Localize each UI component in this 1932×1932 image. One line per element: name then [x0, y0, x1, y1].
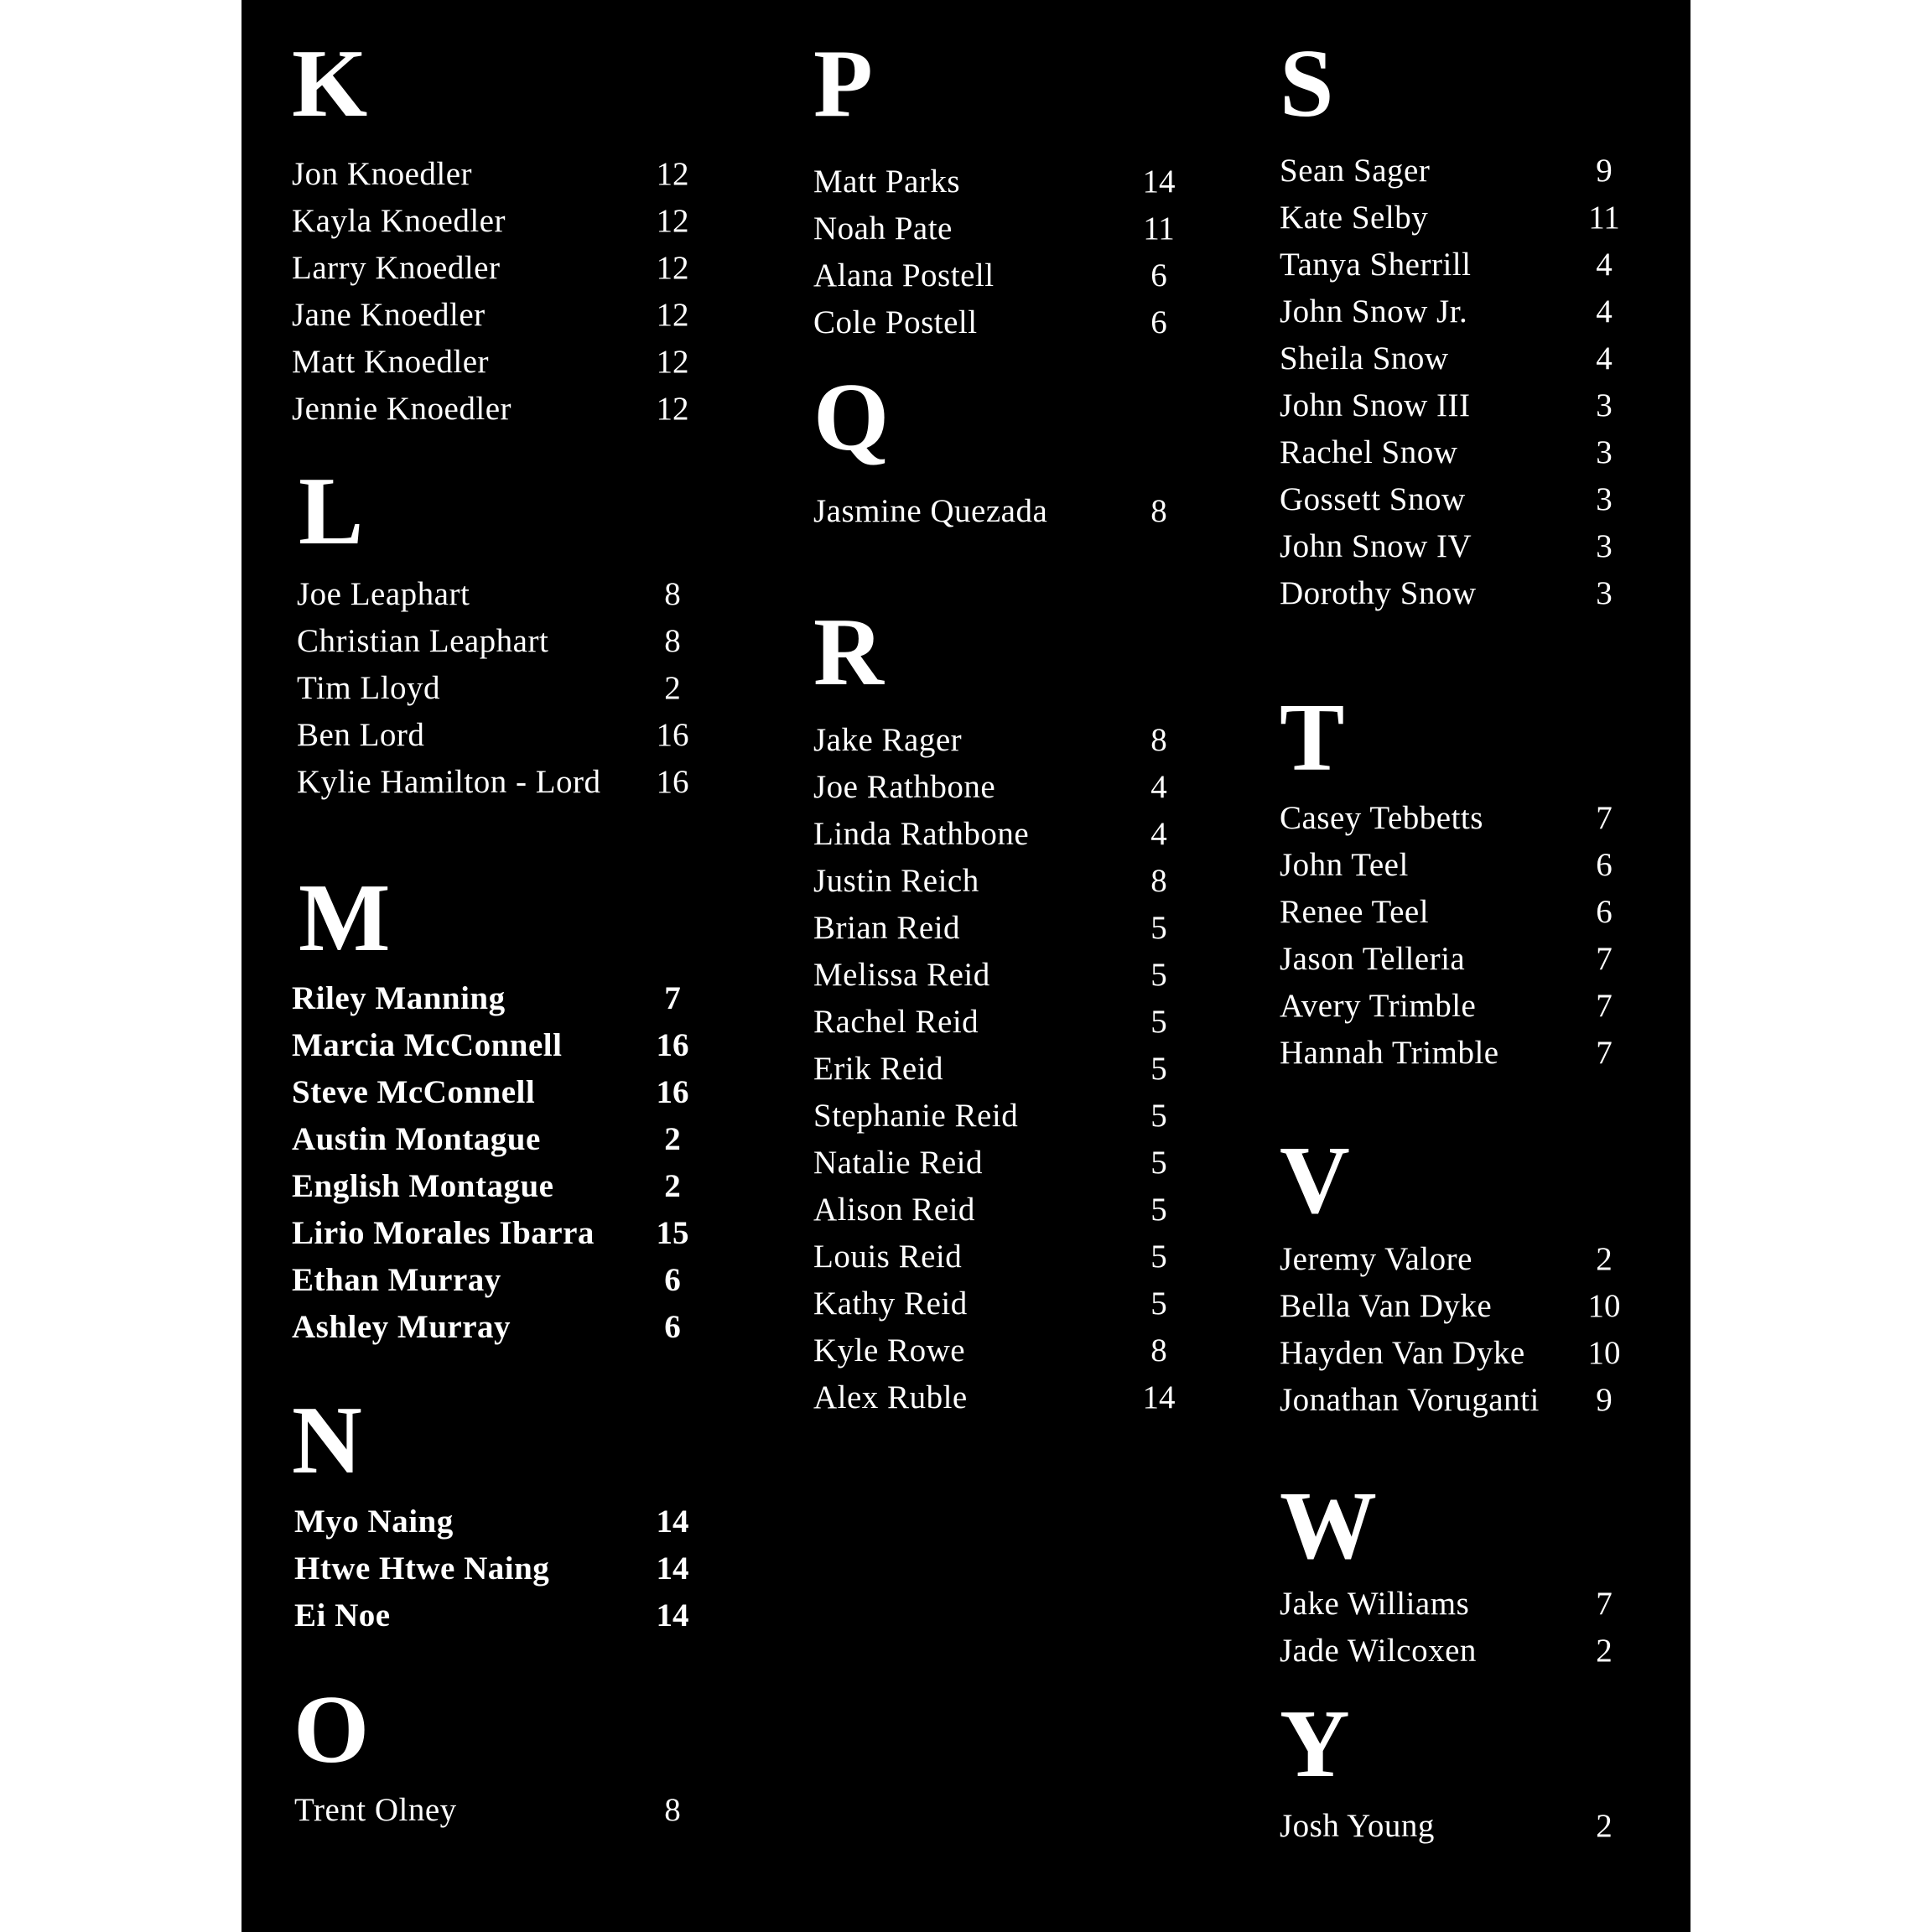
guest-entry	[297, 618, 706, 665]
table-number: 15	[656, 1215, 689, 1251]
guest-name: Melissa Reid	[813, 957, 990, 993]
guest-name: Kayla Knoedler	[292, 203, 506, 239]
guest-entry	[1280, 195, 1638, 242]
table-number: 6	[1150, 257, 1167, 293]
guest-entry	[292, 245, 706, 292]
table-number: 4	[1150, 769, 1167, 805]
guest-name: Jennie Knoedler	[292, 391, 512, 427]
guest-name: English Montague	[292, 1168, 554, 1204]
guest-entry	[292, 386, 706, 433]
guest-name: Erik Reid	[813, 1051, 944, 1087]
guest-name: Stephanie Reid	[813, 1098, 1019, 1134]
guest-name: Alison Reid	[813, 1192, 975, 1228]
table-number: 11	[1588, 200, 1620, 236]
guest-entry	[294, 1592, 706, 1639]
guest-name: Louis Reid	[813, 1239, 963, 1275]
guest-name: Myo Naing	[294, 1504, 454, 1540]
guest-entry	[292, 1069, 706, 1116]
guest-name: Jon Knoedler	[292, 156, 473, 192]
guest-entry	[292, 1116, 706, 1163]
guest-entry	[1280, 1803, 1638, 1850]
section-letter-v: V	[1280, 1127, 1350, 1234]
guest-name: Jeremy Valore	[1280, 1241, 1472, 1277]
table-number: 16	[656, 764, 689, 800]
guest-name: Renee Teel	[1280, 894, 1430, 930]
guest-entry	[1280, 288, 1638, 335]
guest-name: Rachel Snow	[1280, 434, 1458, 470]
guest-name: Kate Selby	[1280, 200, 1429, 236]
table-number: 5	[1150, 1239, 1167, 1275]
table-number: 9	[1596, 153, 1613, 189]
section-letter-q: Q	[813, 364, 890, 471]
guest-entry	[813, 905, 1192, 952]
guest-name: Jake Williams	[1280, 1586, 1470, 1622]
guest-entry	[292, 1304, 706, 1351]
table-number: 8	[1150, 863, 1167, 899]
guest-entry	[294, 1545, 706, 1592]
guest-entry	[1280, 523, 1638, 570]
table-number: 12	[656, 250, 689, 286]
guest-name: John Snow IV	[1280, 528, 1472, 564]
guest-name: Gossett Snow	[1280, 481, 1466, 517]
table-number: 12	[656, 391, 689, 427]
guest-entry	[1280, 148, 1638, 195]
guest-name: John Snow Jr.	[1280, 293, 1468, 330]
table-number: 10	[1587, 1288, 1621, 1324]
guest-entry	[1280, 1581, 1638, 1628]
table-number: 16	[656, 1074, 689, 1110]
table-number: 2	[1596, 1808, 1613, 1844]
guest-entry	[813, 1046, 1192, 1093]
guest-name: Bella Van Dyke	[1280, 1288, 1493, 1324]
guest-name: John Snow III	[1280, 387, 1471, 423]
table-number: 5	[1150, 1145, 1167, 1181]
guest-entry	[292, 292, 706, 339]
guest-entry	[1280, 1030, 1638, 1077]
guest-entry	[813, 252, 1192, 299]
guest-name: Brian Reid	[813, 910, 961, 946]
guest-name: Jake Rager	[813, 722, 963, 758]
guest-name: Matt Parks	[813, 164, 961, 200]
guest-name: Steve McConnell	[292, 1074, 536, 1110]
table-number: 5	[1150, 1285, 1167, 1322]
table-number: 7	[1596, 988, 1613, 1024]
guest-name: Austin Montague	[292, 1121, 541, 1157]
section-letter-m: M	[299, 865, 391, 972]
section-letter-t: T	[1280, 684, 1345, 792]
guest-entry	[1280, 1628, 1638, 1675]
table-number: 8	[1150, 722, 1167, 758]
guest-entry	[292, 198, 706, 245]
section-letter-n: N	[292, 1387, 362, 1494]
guest-name: Ben Lord	[297, 717, 425, 753]
guest-entry	[813, 1187, 1192, 1233]
guest-entry	[813, 1140, 1192, 1187]
guest-entry	[1280, 476, 1638, 523]
table-number: 3	[1596, 434, 1613, 470]
guest-name: Hayden Van Dyke	[1280, 1335, 1525, 1371]
table-number: 5	[1150, 1098, 1167, 1134]
guest-entry	[1280, 1236, 1638, 1283]
guest-name: Dorothy Snow	[1280, 575, 1477, 611]
table-number: 14	[656, 1550, 689, 1587]
table-number: 14	[1142, 1379, 1176, 1415]
guest-entry	[813, 158, 1192, 205]
guest-name: Noah Pate	[813, 210, 953, 247]
guest-entry	[813, 764, 1192, 811]
guest-name: Alex Ruble	[813, 1379, 968, 1415]
table-number: 2	[1596, 1241, 1613, 1277]
table-number: 8	[664, 1792, 681, 1828]
guest-entry	[813, 1233, 1192, 1280]
guest-name: Marcia McConnell	[292, 1027, 563, 1063]
guest-entry	[1280, 889, 1638, 936]
guest-entry	[813, 1327, 1192, 1374]
table-number: 6	[664, 1309, 681, 1345]
guest-entry	[1280, 1330, 1638, 1377]
guest-entry	[1280, 335, 1638, 382]
guest-name: Jason Telleria	[1280, 941, 1466, 977]
guest-name: Casey Tebbetts	[1280, 800, 1483, 836]
guest-name: Alana Postell	[813, 257, 995, 293]
table-number: 7	[1596, 941, 1613, 977]
guest-entry	[813, 811, 1192, 858]
guest-name: Kyle Rowe	[813, 1332, 966, 1368]
guest-entry	[292, 1022, 706, 1069]
section-letter-y: Y	[1280, 1690, 1350, 1798]
guest-name: Sean Sager	[1280, 153, 1431, 189]
guest-entry	[813, 1374, 1192, 1421]
table-number: 3	[1596, 575, 1613, 611]
table-number: 14	[656, 1504, 689, 1540]
guest-name: Sheila Snow	[1280, 340, 1449, 377]
table-number: 7	[1596, 1586, 1613, 1622]
guest-entry	[297, 712, 706, 759]
guest-name: Justin Reich	[813, 863, 979, 899]
section-letter-k: K	[292, 30, 368, 138]
table-number: 8	[1150, 1332, 1167, 1368]
table-number: 7	[664, 980, 681, 1016]
table-number: 8	[664, 623, 681, 659]
table-number: 7	[1596, 1035, 1613, 1071]
guest-entry	[292, 1257, 706, 1304]
table-number: 5	[1150, 1051, 1167, 1087]
guest-name: Josh Young	[1280, 1808, 1435, 1844]
guest-entry	[292, 151, 706, 198]
guest-entry	[292, 1163, 706, 1210]
guest-entry	[297, 571, 706, 618]
guest-entry	[813, 1280, 1192, 1327]
guest-name: Tim Lloyd	[297, 670, 441, 706]
guest-entry	[813, 999, 1192, 1046]
table-number: 6	[1596, 894, 1613, 930]
table-number: 14	[1142, 164, 1176, 200]
guest-entry	[813, 952, 1192, 999]
table-number: 4	[1596, 340, 1613, 377]
guest-name: Cole Postell	[813, 304, 978, 340]
table-number: 2	[664, 1168, 681, 1204]
table-number: 6	[1596, 847, 1613, 883]
guest-name: Avery Trimble	[1280, 988, 1477, 1024]
section-letter-w: W	[1280, 1472, 1377, 1580]
table-number: 11	[1143, 210, 1175, 247]
table-number: 12	[656, 344, 689, 380]
guest-entry	[1280, 382, 1638, 429]
table-number: 5	[1150, 1192, 1167, 1228]
table-number: 7	[1596, 800, 1613, 836]
guest-name: Ethan Murray	[292, 1262, 501, 1298]
guest-entry	[292, 339, 706, 386]
guest-entry	[294, 1498, 706, 1545]
guest-name: Jane Knoedler	[292, 297, 486, 333]
table-number: 5	[1150, 957, 1167, 993]
table-number: 12	[656, 203, 689, 239]
table-number: 2	[664, 670, 681, 706]
guest-entry	[1280, 1377, 1638, 1424]
guest-name: Riley Manning	[292, 980, 506, 1016]
guest-name: Ashley Murray	[292, 1309, 512, 1345]
table-number: 5	[1150, 910, 1167, 946]
guest-entry	[1280, 842, 1638, 889]
guest-name: Tanya Sherrill	[1280, 247, 1472, 283]
guest-name: Larry Knoedler	[292, 250, 501, 286]
guest-entry	[813, 205, 1192, 252]
guest-name: Rachel Reid	[813, 1004, 979, 1040]
guest-name: Linda Rathbone	[813, 816, 1030, 852]
guest-name: John Teel	[1280, 847, 1409, 883]
guest-entry	[813, 1093, 1192, 1140]
guest-name: Jade Wilcoxen	[1280, 1633, 1477, 1669]
guest-name: Joe Rathbone	[813, 769, 996, 805]
guest-entry	[1280, 936, 1638, 983]
guest-entry	[1280, 1283, 1638, 1330]
section-letter-l: L	[299, 458, 364, 565]
guest-name: Joe Leaphart	[297, 576, 470, 612]
guest-entry	[813, 299, 1192, 346]
section-letter-p: P	[813, 30, 873, 138]
table-number: 12	[656, 156, 689, 192]
guest-name: Kathy Reid	[813, 1285, 968, 1322]
section-letter-o: O	[293, 1676, 370, 1784]
guest-entry	[297, 665, 706, 712]
guest-entry	[292, 1210, 706, 1257]
section-letter-s: S	[1280, 30, 1334, 138]
guest-name: Natalie Reid	[813, 1145, 984, 1181]
guest-entry	[297, 759, 706, 806]
guest-name: Kylie Hamilton - Lord	[297, 764, 601, 800]
seating-chart-board	[242, 0, 1690, 1932]
guest-entry	[813, 488, 1192, 535]
table-number: 3	[1596, 387, 1613, 423]
table-number: 6	[664, 1262, 681, 1298]
guest-name: Christian Leaphart	[297, 623, 549, 659]
guest-entry	[1280, 795, 1638, 842]
guest-name: Hannah Trimble	[1280, 1035, 1499, 1071]
guest-name: Ei Noe	[294, 1597, 391, 1633]
table-number: 10	[1587, 1335, 1621, 1371]
table-number: 4	[1150, 816, 1167, 852]
table-number: 6	[1150, 304, 1167, 340]
guest-name: Lirio Morales Ibarra	[292, 1215, 595, 1251]
table-number: 9	[1596, 1382, 1613, 1418]
table-number: 5	[1150, 1004, 1167, 1040]
guest-entry	[292, 975, 706, 1022]
guest-name: Jonathan Voruganti	[1280, 1382, 1540, 1418]
guest-name: Htwe Htwe Naing	[294, 1550, 550, 1587]
guest-entry	[294, 1787, 706, 1834]
table-number: 14	[656, 1597, 689, 1633]
table-number: 2	[1596, 1633, 1613, 1669]
table-number: 4	[1596, 293, 1613, 330]
table-number: 16	[656, 717, 689, 753]
guest-name: Trent Olney	[294, 1792, 457, 1828]
guest-entry	[1280, 242, 1638, 288]
guest-entry	[813, 858, 1192, 905]
guest-entry	[1280, 570, 1638, 617]
guest-name: Jasmine Quezada	[813, 493, 1048, 529]
guest-entry	[1280, 983, 1638, 1030]
table-number: 4	[1596, 247, 1613, 283]
table-number: 8	[1150, 493, 1167, 529]
table-number: 2	[664, 1121, 681, 1157]
guest-entry	[813, 717, 1192, 764]
table-number: 8	[664, 576, 681, 612]
table-number: 3	[1596, 528, 1613, 564]
table-number: 3	[1596, 481, 1613, 517]
guest-name: Matt Knoedler	[292, 344, 490, 380]
table-number: 12	[656, 297, 689, 333]
section-letter-r: R	[813, 599, 884, 706]
table-number: 16	[656, 1027, 689, 1063]
guest-entry	[1280, 429, 1638, 476]
